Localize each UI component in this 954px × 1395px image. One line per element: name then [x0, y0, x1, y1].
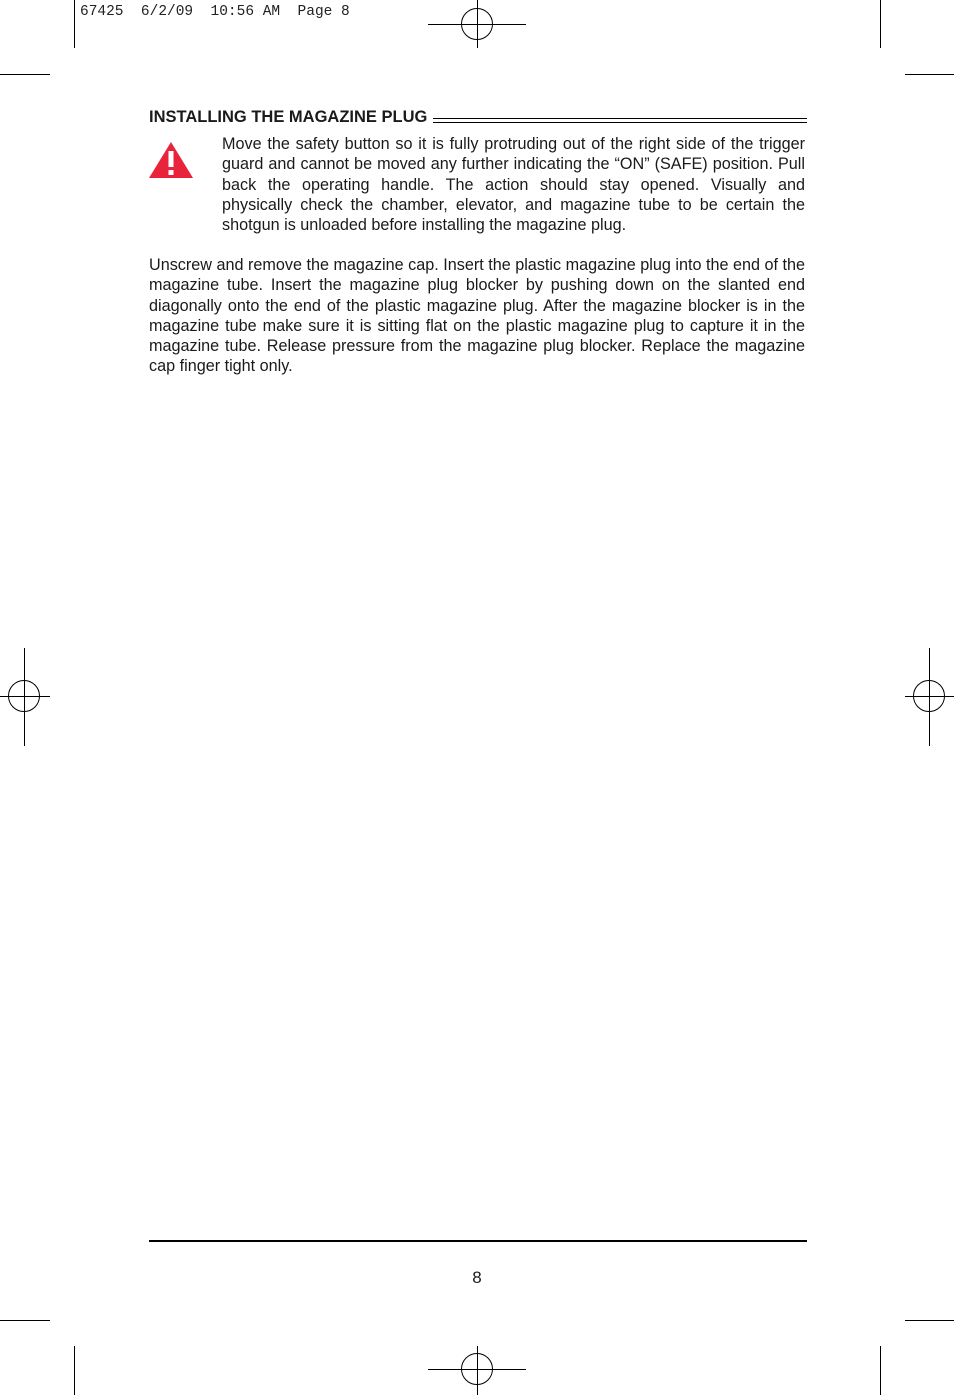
crop-mark — [74, 0, 75, 48]
warning-paragraph: Move the safety button so it is fully protruding out of the right side of the trigger guard and cannot be moved any further indicating the “ON” (SAFE) position. Pull back the operating handle. The action should stay opened. Visually and physically check the chamber, elevator, and magazine tube to be certain the shotgun is unloaded before installing the magazine plug. — [222, 135, 805, 235]
body-paragraph: Unscrew and remove the magazine cap. Insert the plastic magazine plug into the end of the magazine tube. Insert the magazine plug blocker by pushing down on the slanted end diagonally onto the end of the plastic magazine plug. After the magazine blocker is in the magazine tube make sure it is sitting flat on the plastic magazine plug to capture it in the magazine tube. Release pressure from the magazine plug blocker. Replace the magazine cap finger tight only. — [149, 256, 805, 376]
crop-mark — [880, 0, 881, 48]
page-number: 8 — [472, 1268, 482, 1287]
crop-mark — [0, 1320, 50, 1321]
crop-mark — [905, 74, 954, 75]
footer-rule — [149, 1240, 807, 1242]
crop-mark — [880, 1346, 881, 1395]
warning-triangle-icon — [148, 141, 194, 179]
section-header — [149, 108, 807, 127]
print-slug: 67425 6/2/09 10:56 AM Page 8 — [80, 4, 350, 20]
heading-double-rule — [433, 118, 807, 123]
section-heading: INSTALLING THE MAGAZINE PLUG — [149, 108, 428, 126]
crop-mark — [74, 1346, 75, 1395]
crop-mark — [0, 74, 50, 75]
crop-mark — [905, 1320, 954, 1321]
